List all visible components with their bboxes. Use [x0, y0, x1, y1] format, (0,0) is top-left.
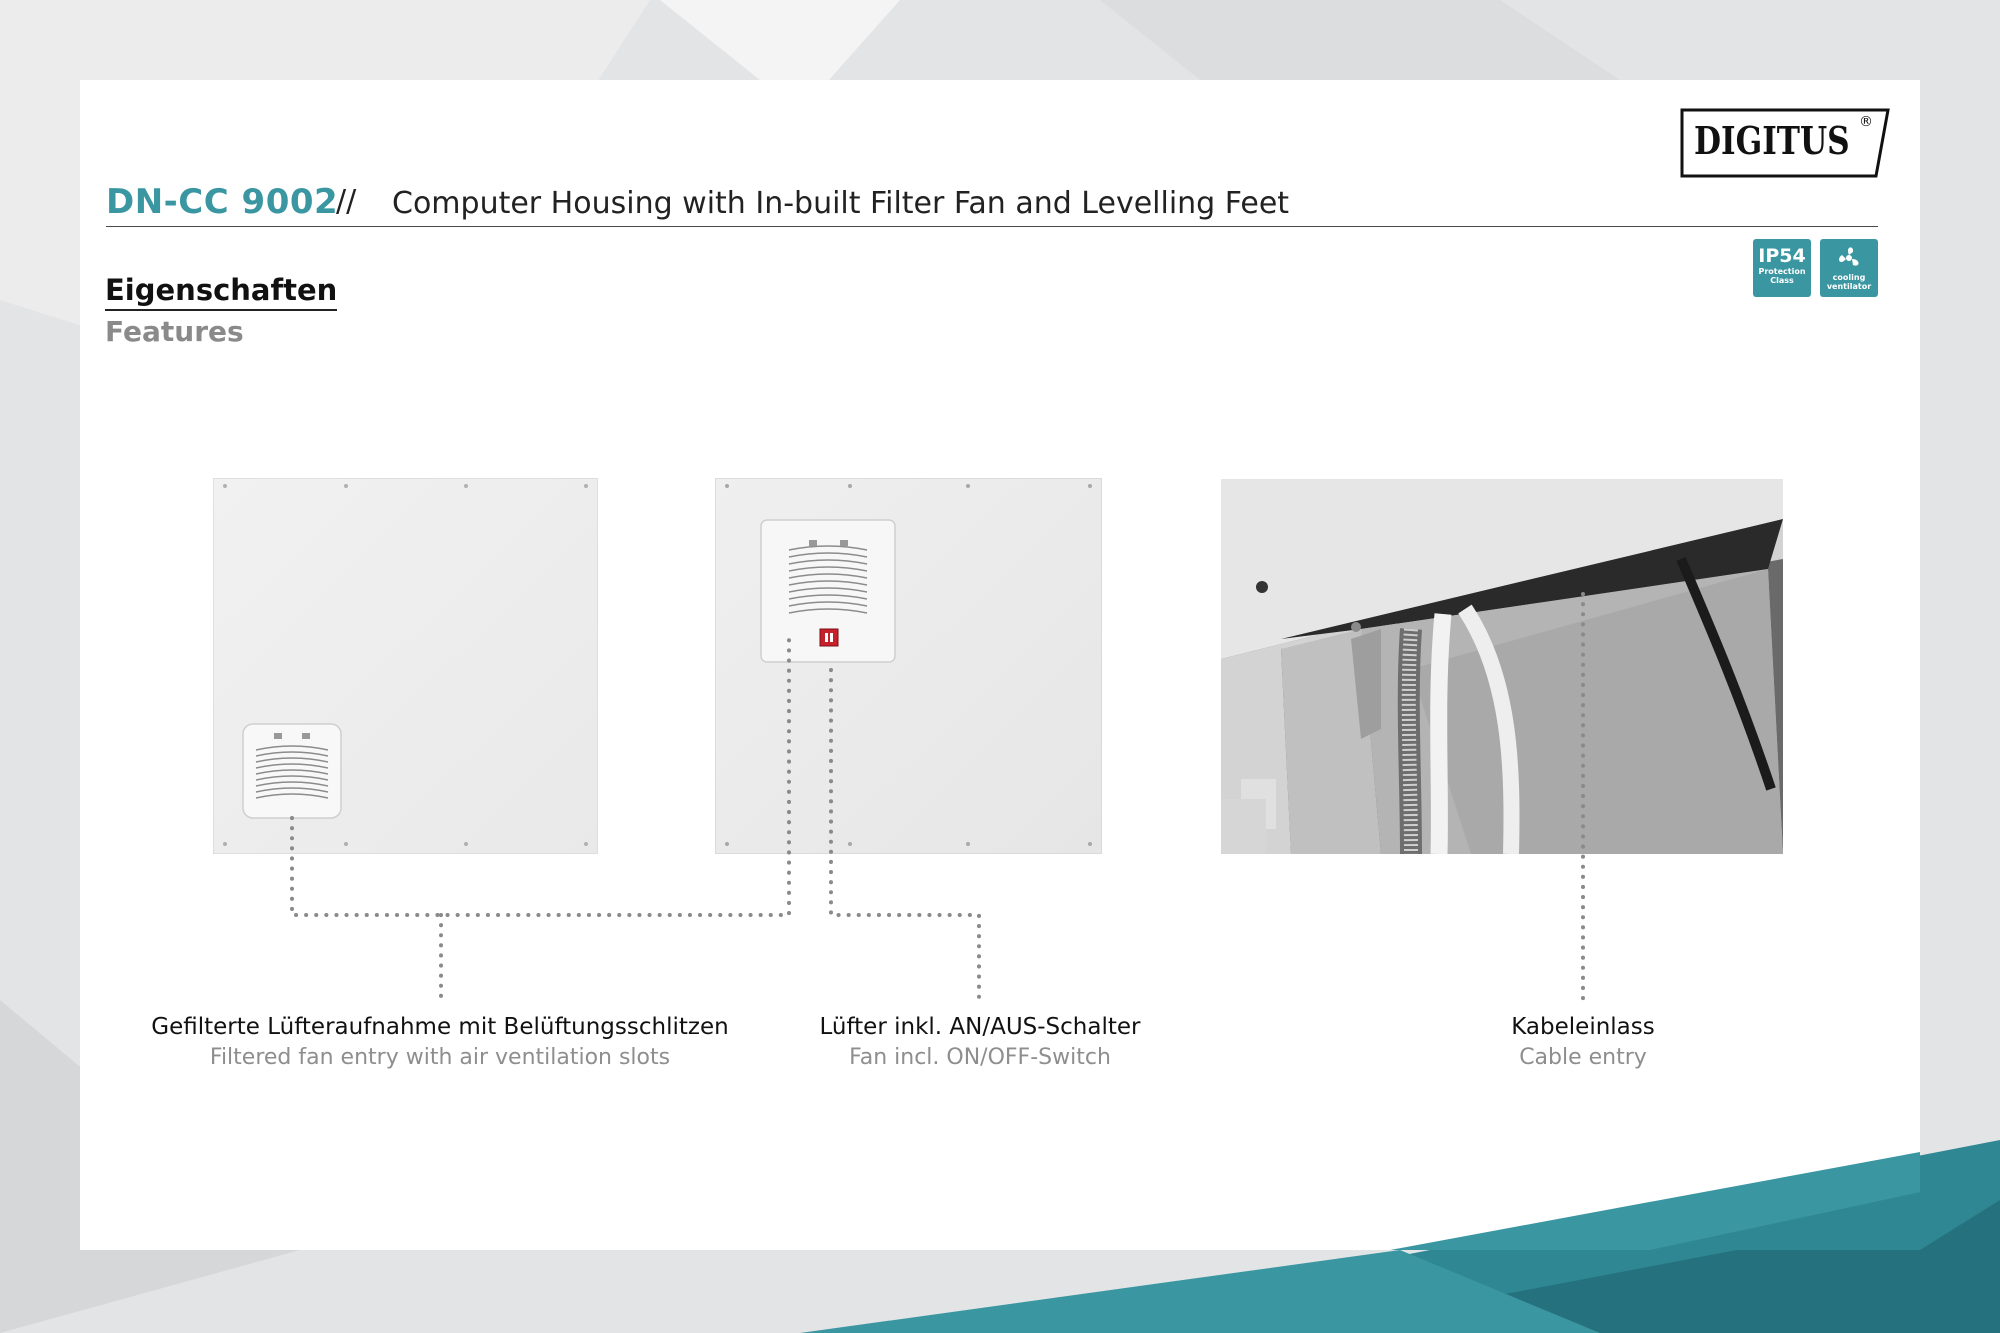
- feature-caption-de-3: Kabeleinlass: [1511, 1014, 1655, 1040]
- feature-caption-de-1: Gefilterte Lüfteraufnahme mit Belüftungsschlitzen: [151, 1014, 729, 1040]
- panel-with-filter-photo: [213, 478, 598, 854]
- fan-sublabel-2: ventilator: [1826, 282, 1872, 291]
- panel-with-fan-photo: [715, 478, 1102, 854]
- product-title: Computer Housing with In-built Filter Fan and Levelling Feet: [392, 186, 1290, 221]
- section-title-de: Eigenschaften: [105, 273, 337, 311]
- feature-caption-en-2: Fan incl. ON/OFF-Switch: [849, 1045, 1111, 1070]
- logo-text: DIGITUS: [1694, 118, 1850, 163]
- ip54-sublabel-1: Protection: [1758, 267, 1806, 276]
- cooling-ventilator-badge: [1820, 239, 1878, 297]
- registered-mark: ®: [1859, 114, 1873, 130]
- ip54-sublabel-2: Class: [1770, 276, 1794, 285]
- model-number: DN-CC 9002: [106, 182, 339, 222]
- header: [106, 178, 1878, 227]
- fan-icon: [1834, 244, 1864, 272]
- feature-caption-en-1: Filtered fan entry with air ventilation slots: [209, 1045, 671, 1070]
- digitus-logo: [1680, 108, 1890, 178]
- title-separator: //: [336, 184, 357, 219]
- ip54-label: IP54: [1758, 245, 1806, 267]
- ip54-badge: [1753, 239, 1811, 297]
- feature-caption-de-2: Lüfter inkl. AN/AUS-Schalter: [819, 1014, 1141, 1040]
- feature-caption-en-3: Cable entry: [1519, 1045, 1647, 1070]
- fan-sublabel-1: cooling: [1832, 273, 1866, 282]
- cable-entry-photo: [1221, 479, 1783, 854]
- section-title-en: Features: [105, 315, 244, 348]
